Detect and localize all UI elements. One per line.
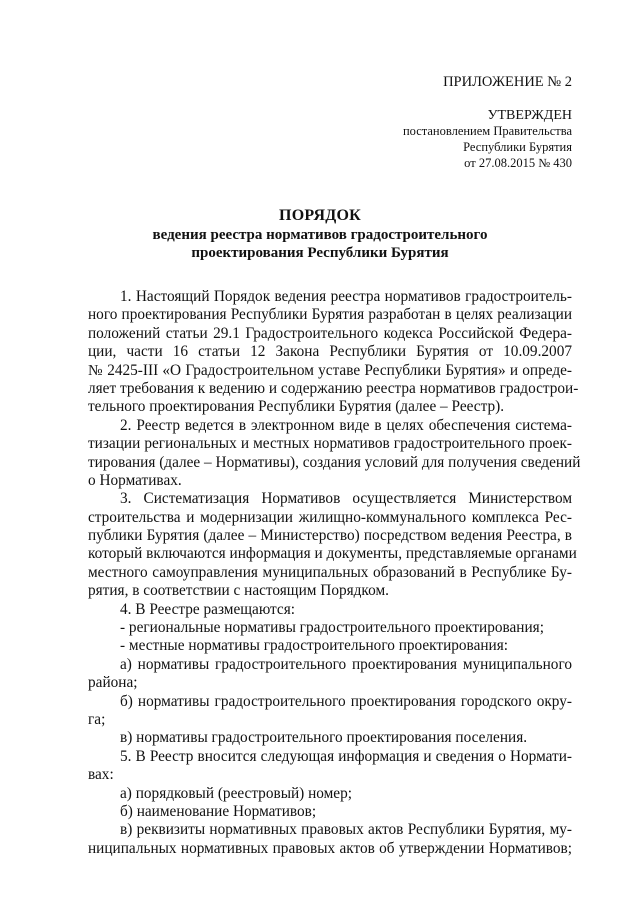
- body-text-line: 4. В Реестре размещаются:: [120, 600, 295, 618]
- body-text-line: ного проектирования Республики Бурятия разработан в целях реализации: [88, 306, 572, 324]
- body-text-line: - региональные нормативы градостроительного проектирования;: [120, 619, 544, 637]
- body-text-line: га;: [88, 710, 106, 728]
- document-subtitle: ведения реестра нормативов градостроительного: [152, 227, 488, 243]
- document-body: [88, 288, 581, 858]
- body-text-line: положений статьи 29.1 Градостроительного кодекса Российской Федера-: [88, 324, 572, 342]
- body-text-line: в) нормативы градостроительного проектирования поселения.: [120, 729, 528, 747]
- body-text-line: тирования (далее – Нормативы), создания условий для получения сведений: [88, 453, 581, 471]
- body-text-line: публики Бурятия (далее – Министерство) посредством ведения Реестра, в: [88, 527, 572, 545]
- body-text-line: местного самоуправления муниципальных образований в Республике Бу-: [88, 563, 572, 581]
- decree-date-line: от 27.08.2015 № 430: [464, 156, 572, 170]
- body-text-line: в) реквизиты нормативных правовых актов Республики Бурятия, му-: [120, 821, 572, 839]
- body-text-line: строительства и модернизации жилищно-коммунального комплекса Рес-: [88, 508, 572, 526]
- decree-line: Республики Бурятия: [463, 140, 572, 154]
- body-text-line: а) порядковый (реестровый) номер;: [120, 784, 353, 802]
- body-text-line: ниципальных нормативных правовых актов об утверждении Нормативов;: [88, 839, 572, 857]
- body-text-line: б) нормативы градостроительного проектирования городского окру-: [120, 692, 572, 710]
- body-text-line: ляет требования к ведению и содержанию реестра нормативов градострои-: [88, 379, 579, 397]
- annex-label: ПРИЛОЖЕНИЕ № 2: [443, 74, 572, 90]
- body-text-line: а) нормативы градостроительного проектирования муниципального: [120, 655, 572, 673]
- body-text-line: о Нормативах.: [88, 471, 182, 489]
- body-text-line: рятия, в соответствии с настоящим Порядком.: [88, 582, 389, 600]
- body-text-line: ции, части 16 статьи 12 Закона Республики Бурятия от 10.09.2007: [88, 343, 572, 361]
- body-text-line: вах:: [88, 766, 114, 784]
- approved-label: УТВЕРЖДЕН: [487, 108, 572, 123]
- body-text-line: тельного проектирования Республики Бурятия (далее – Реестр).: [88, 398, 505, 416]
- body-text-line: 1. Настоящий Порядок ведения реестра нормативов градостроитель-: [120, 288, 572, 305]
- decree-line: постановлением Правительства: [402, 124, 572, 138]
- body-text-line: № 2425-III «О Градостроительном уставе Республики Бурятия» и опреде-: [88, 361, 572, 379]
- body-text-line: 3. Систематизация Нормативов осуществляется Министерством: [120, 490, 572, 508]
- body-text-line: который включаются информация и документы, представляемые органами: [88, 545, 577, 563]
- body-text-line: - местные нормативы градостроительного проектирования:: [120, 637, 509, 655]
- body-text-line: б) наименование Нормативов;: [120, 802, 317, 820]
- body-text-line: тизации региональных и местных нормативов градостроительного проек-: [88, 435, 572, 453]
- document-title: ПОРЯДОК: [279, 207, 361, 224]
- body-text-line: района;: [88, 674, 138, 692]
- body-text-line: 5. В Реестр вносится следующая информация и сведения о Нормати-: [120, 747, 572, 765]
- body-text-line: 2. Реестр ведется в электронном виде в целях обеспечения система-: [120, 416, 572, 434]
- document-subtitle: проектирования Республики Бурятия: [191, 245, 449, 261]
